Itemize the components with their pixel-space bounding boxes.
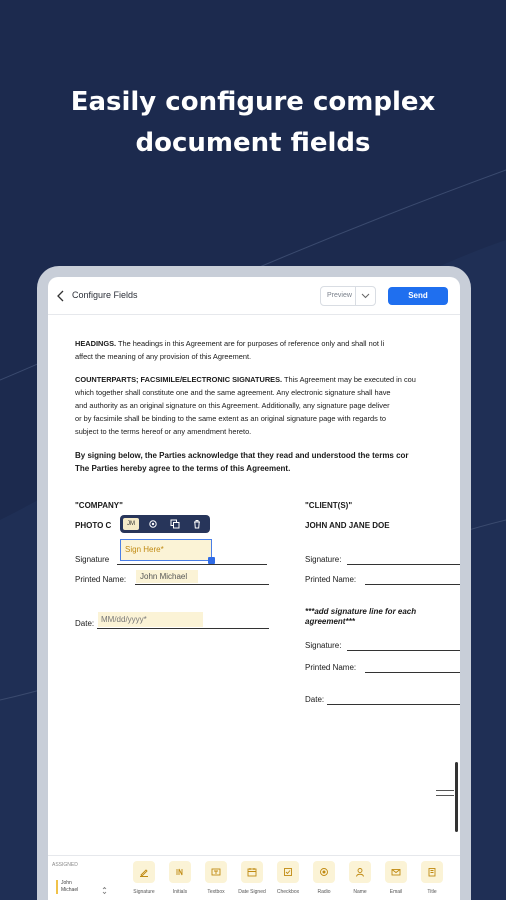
client-names: JOHN AND JANE DOE — [305, 521, 390, 530]
tool-box — [385, 861, 407, 883]
pen-icon — [139, 867, 149, 877]
counterparts-line: and authority as an original signature on this Agreement. Additionally, any signature page deliver — [75, 401, 390, 410]
tool-initials[interactable] — [164, 861, 198, 900]
tool-radio[interactable] — [308, 861, 342, 900]
counterparts-line: which together shall constitute one and the same agreement. Any electronic signature shall have — [75, 388, 391, 397]
recipient-last-name: Michael — [61, 887, 79, 893]
signature-label: Signature — [75, 555, 110, 564]
tool-label: Title — [427, 889, 437, 895]
recipient-label: ASSIGNED — [52, 862, 78, 868]
counterparts-title: COUNTERPARTS; FACSIMILE/ELECTRONIC SIGNATURES. — [75, 375, 283, 384]
tool-signature[interactable] — [128, 861, 162, 900]
preview-label: Preview — [327, 292, 352, 299]
top-bar — [48, 277, 460, 315]
checkbox-icon — [283, 867, 293, 877]
tool-box — [313, 861, 335, 883]
client-printed-name2-line — [365, 672, 460, 673]
tool-box — [241, 861, 263, 883]
signing-line-2: The Parties hereby agree to the terms of this Agreement. — [75, 464, 291, 473]
headings-text-2: affect the meaning of any provision of this Agreement. — [75, 352, 252, 361]
client-printed-name-label: Printed Name: — [305, 575, 357, 584]
person-icon — [355, 867, 365, 877]
counterparts-line: subject to the terms hereof or any amendment hereto. — [75, 427, 252, 436]
headline-line-2: document fields — [135, 128, 371, 158]
tool-label: Textbox — [207, 889, 225, 895]
tool-label: Signature — [133, 889, 155, 895]
client-printed-name-line — [365, 584, 460, 585]
client-date-line — [327, 704, 460, 705]
client-signature-line — [347, 564, 460, 565]
client-signature-label: Signature: — [305, 555, 342, 564]
settings-icon[interactable] — [148, 519, 158, 529]
counterparts-line: or by facsimile shall be binding to the same extent as an original signature page with regards to — [75, 414, 386, 423]
recipient-first-name: John — [61, 880, 72, 886]
trash-icon[interactable] — [192, 519, 202, 529]
tool-title[interactable] — [416, 861, 450, 900]
client-signature2-line — [347, 650, 460, 651]
tool-box — [133, 861, 155, 883]
headings-text: The headings in this Agreement are for purposes of reference only and shall not li — [116, 339, 385, 348]
client-heading: "CLIENT(S)" — [305, 501, 353, 510]
headline-line-1: Easily configure complex — [70, 87, 436, 117]
note-line-1: ***add signature line for each — [305, 607, 417, 616]
tool-email[interactable] — [380, 861, 414, 900]
title-icon — [427, 867, 437, 877]
back-arrow-icon[interactable] — [56, 290, 66, 302]
tool-label: Name — [353, 889, 367, 895]
tool-box — [421, 861, 443, 883]
resize-handle[interactable] — [208, 557, 215, 564]
date-label: Date: — [75, 619, 95, 628]
tool-box — [349, 861, 371, 883]
field-toolbar — [120, 515, 210, 533]
company-heading: "COMPANY" — [75, 501, 123, 510]
chevron-updown-icon — [102, 886, 107, 895]
signing-line-1: By signing below, the Parties acknowledge that they read and understood the terms cor — [75, 451, 409, 460]
calendar-icon — [247, 867, 257, 877]
app-screen — [48, 277, 460, 900]
signature-line — [117, 564, 267, 565]
scrollbar[interactable] — [455, 762, 458, 832]
tool-label: Email — [389, 889, 403, 895]
headings-paragraph — [75, 339, 384, 349]
recipient-color-bar — [56, 880, 58, 894]
date-field[interactable]: MM/dd/yyyy* — [98, 612, 203, 627]
recipient-name — [61, 880, 78, 894]
printed-name-label: Printed Name: — [75, 575, 127, 584]
photo-label: PHOTO C — [75, 521, 112, 530]
printed-name-field[interactable]: John Michael — [136, 570, 198, 583]
radio-icon — [319, 867, 329, 877]
tool-box — [277, 861, 299, 883]
initials-icon — [175, 867, 185, 877]
headline — [0, 82, 506, 164]
tool-box — [169, 861, 191, 883]
tool-label: Initials — [172, 889, 188, 895]
tool-label: Checkbox — [276, 889, 300, 895]
field-tools — [128, 856, 460, 900]
tool-textbox[interactable] — [200, 861, 234, 900]
page-indicator-icon[interactable] — [436, 790, 454, 796]
counterparts-text: This Agreement may be executed in cou — [282, 375, 416, 384]
email-icon — [391, 867, 401, 877]
client-printed-name2-label: Printed Name: — [305, 663, 357, 672]
client-signature2-label: Signature: — [305, 641, 342, 650]
headings-title: HEADINGS. — [75, 339, 117, 348]
send-button[interactable]: Send — [388, 287, 448, 305]
note-line-2: agreement*** — [305, 617, 355, 626]
tool-date-signed[interactable] — [236, 861, 270, 900]
recipient-selector[interactable] — [52, 862, 112, 898]
initials-chip[interactable]: JM — [123, 518, 139, 530]
printed-name-line — [135, 584, 269, 585]
page-title: Configure Fields — [72, 290, 138, 300]
copy-icon[interactable] — [170, 519, 180, 529]
textbox-icon — [211, 867, 221, 877]
tool-label: Radio — [317, 889, 331, 895]
client-date-label: Date: — [305, 695, 325, 704]
sign-here-field[interactable]: Sign Here* — [120, 539, 212, 561]
chevron-down-icon — [361, 293, 370, 299]
tool-name[interactable] — [344, 861, 378, 900]
field-palette — [48, 855, 460, 900]
date-line — [97, 628, 269, 629]
preview-dropdown[interactable] — [320, 286, 376, 306]
tool-checkbox[interactable] — [272, 861, 306, 900]
tool-label: Date Signed — [238, 889, 266, 895]
tool-box — [205, 861, 227, 883]
preview-divider — [355, 287, 356, 305]
counterparts-paragraph — [75, 375, 416, 385]
